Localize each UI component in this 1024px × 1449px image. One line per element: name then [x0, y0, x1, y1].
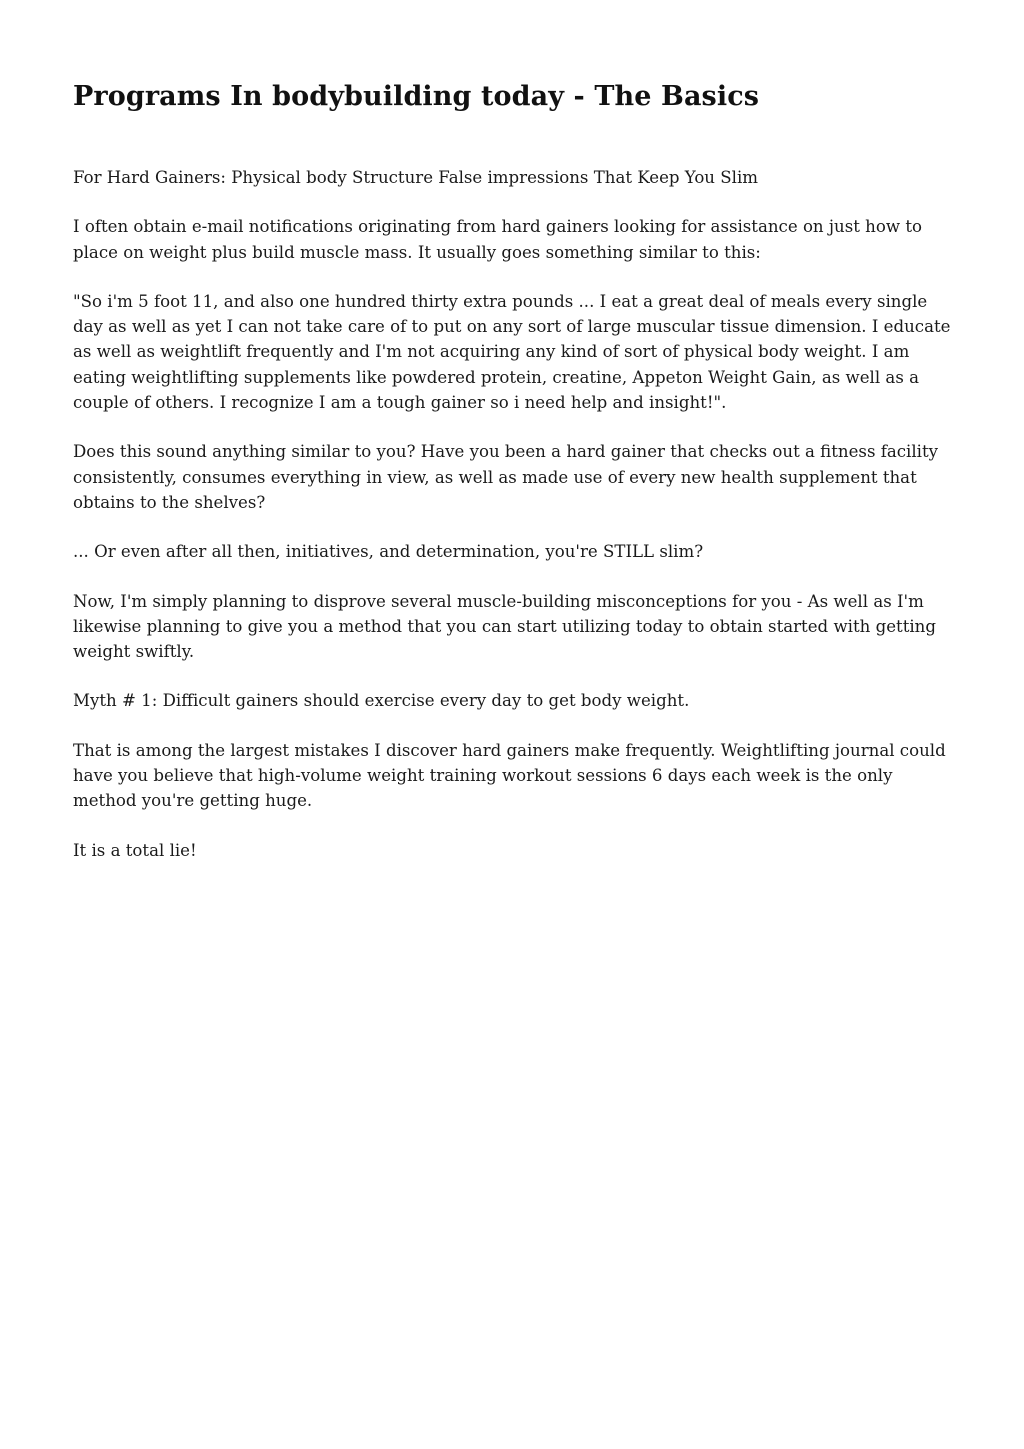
paragraph-myth-1: Myth # 1: Difficult gainers should exercise every day to get body weight. — [73, 691, 690, 711]
paragraph-lie: It is a total lie! — [73, 840, 197, 860]
paragraph-quote: "So i'm 5 foot 11, and also one hundred thirty extra pounds ... I eat a great deal of meals every single day as well as yet I can not take care of to put on any sort of large muscular tissue dimension. I educate as well as weightlift frequently and I'm not acquiring any kind of sort of physical body weight. I am eating weightlifting supplements like powdered protein, creatine, Appeton Weight Gain, as well as a couple of others. I recognize I am a tough gainer so i need help and insight!". — [73, 291, 951, 413]
paragraph-question: Does this sound anything similar to you? Have you been a hard gainer that checks out a fitness facility consistently, consumes everything in view, as well as made use of every new health supplement that obtains to the shelves? — [73, 442, 939, 512]
paragraph-mistake: That is among the largest mistakes I discover hard gainers make frequently. Weightlifting journal could have you believe that high-volume weight training workout sessions 6 days each week is the only method you're getting huge. — [73, 740, 946, 811]
paragraph-intro: I often obtain e-mail notifications originating from hard gainers looking for assistance on just how to place on weight plus build muscle mass. It usually goes something similar to this: — [73, 217, 922, 262]
paragraph-plan: Now, I'm simply planning to disprove several muscle-building misconceptions for you - As well as I'm likewise planning to give you a method that you can start utilizing today to obtain started with getting weight swiftly. — [73, 591, 936, 662]
document-title: Programs In bodybuilding today - The Basics — [73, 81, 760, 112]
paragraph-still-slim: ... Or even after all then, initiatives, and determination, you're STILL slim? — [73, 542, 704, 562]
document-body — [73, 78, 953, 887]
paragraph-subtitle: For Hard Gainers: Physical body Structure False impressions That Keep You Slim — [73, 168, 758, 187]
